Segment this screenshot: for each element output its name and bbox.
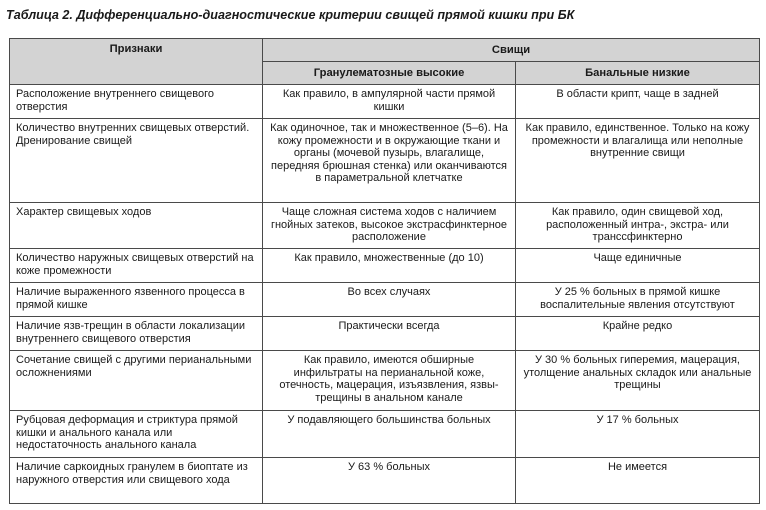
row-banal: В области крипт, чаще в задней (516, 85, 760, 119)
row-banal: Как правило, единственное. Только на кожу промежности и влагалища или неполные внутренние свищи (516, 119, 760, 203)
row-granulomatous: Как правило, множественные (до 10) (263, 249, 516, 283)
row-banal: Как правило, один свищевой ход, расположенный интра-, экстра- или транссфинктерно (516, 203, 760, 249)
row-sign: Сочетание свищей с другими перианальными осложнениями (10, 351, 263, 411)
row-granulomatous: Практически всегда (263, 317, 516, 351)
row-banal: У 30 % больных гиперемия, мацерация, утолщение анальных складок или анальные трещины (516, 351, 760, 411)
row-granulomatous: Во всех случаях (263, 283, 516, 317)
criteria-table (9, 38, 760, 504)
row-granulomatous: Как правило, в ампулярной части прямой кишки (263, 85, 516, 119)
row-banal: Крайне редко (516, 317, 760, 351)
row-granulomatous: У подавляющего большинства больных (263, 411, 516, 458)
table-row (10, 85, 760, 119)
table-caption: Таблица 2. Дифференциально-диагностические критерии свищей прямой кишки при БК (6, 8, 575, 22)
row-sign: Количество наружных свищевых отверстий на коже промежности (10, 249, 263, 283)
table-row (10, 119, 760, 203)
row-sign: Характер свищевых ходов (10, 203, 263, 249)
row-banal: У 25 % больных в прямой кишке воспалительные явления отсутствуют (516, 283, 760, 317)
row-granulomatous: Как одиночное, так и множественное (5–6). На кожу промежности и в окружающие ткани и органы (мочевой пузырь, влагалище, передняя брюшная стенка) или оканчиваются в параметральной клетчатке (263, 119, 516, 203)
header-banal: Банальные низкие (516, 62, 760, 85)
row-sign: Наличие выраженного язвенного процесса в прямой кишке (10, 283, 263, 317)
row-granulomatous: Чаще сложная система ходов с наличием гнойных затеков, высокое экстрасфинктерное расположение (263, 203, 516, 249)
header-fistulas: Свищи (263, 39, 760, 62)
row-sign: Наличие саркоидных гранулем в биоптате из наружного отверстия или свищевого хода (10, 458, 263, 504)
table-row (10, 351, 760, 411)
row-sign: Количество внутренних свищевых отверстий. Дренирование свищей (10, 119, 263, 203)
row-banal: У 17 % больных (516, 411, 760, 458)
table-row (10, 203, 760, 249)
row-sign: Наличие язв-трещин в области локализации внутреннего свищевого отверстия (10, 317, 263, 351)
row-banal: Чаще единичные (516, 249, 760, 283)
table-row (10, 458, 760, 504)
row-banal: Не имеется (516, 458, 760, 504)
header-signs: Признаки (10, 39, 263, 85)
row-granulomatous: У 63 % больных (263, 458, 516, 504)
table-row (10, 411, 760, 458)
header-granulomatous: Гранулематозные высокие (263, 62, 516, 85)
row-granulomatous: Как правило, имеются обширные инфильтраты на перианальной коже, отечность, мацерация, изъязвления, язвы-трещины в анальном канале (263, 351, 516, 411)
row-sign: Рубцовая деформация и стриктура прямой кишки и анального канала или недостаточность анального канала (10, 411, 263, 458)
table-row (10, 283, 760, 317)
table-row (10, 317, 760, 351)
row-sign: Расположение внутреннего свищевого отверстия (10, 85, 263, 119)
table-row (10, 249, 760, 283)
